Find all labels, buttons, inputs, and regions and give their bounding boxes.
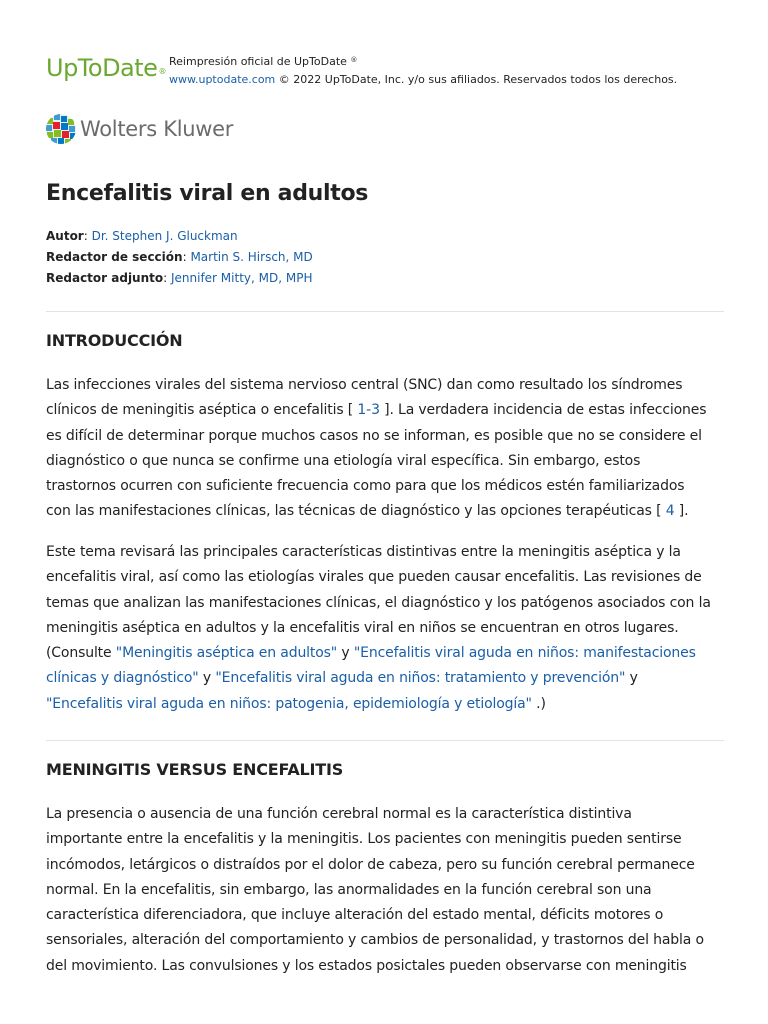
copyright-line xyxy=(169,72,677,88)
section-editor-link[interactable]: Martin S. Hirsch, MD xyxy=(190,250,313,264)
author-link[interactable]: Dr. Stephen J. Gluckman xyxy=(91,229,238,243)
wolters-kluwer-globe-icon xyxy=(45,113,77,145)
uptodate-logo: UpToDate® xyxy=(46,54,166,82)
deputy-editor-label: Redactor adjunto xyxy=(46,271,164,285)
meningitis-vs-encephalitis-paragraph: La presencia o ausencia de una función cerebral normal es la característica distintiva importante entre la encefalitis y la meningitis. Los pacientes con meningitis pueden sentirse incómodos, letárgicos o distraídos por el dolor de cabeza, pero su función cerebral permanece normal. En la encefalitis, sin embargo, las anormalidades en la función cerebral son una característica diferenciadora, que incluye alteración del estado mental, déficits motores o sensoriales, alteración del comportamiento y cambios de personalidad, y trastornos del habla o del movimiento. Las convulsiones y los estados posictales pueden observarse con meningitis xyxy=(46,806,704,974)
section-editor-label: Redactor de sección xyxy=(46,250,183,264)
deputy-editor-link[interactable]: Jennifer Mitty, MD, MPH xyxy=(170,271,313,285)
intro-heading: INTRODUCCIÓN xyxy=(46,331,183,350)
section-divider xyxy=(46,740,724,741)
reprint-notice: Reimpresión oficial de UpToDate ® xyxy=(169,55,358,68)
reprint-header xyxy=(46,52,726,92)
publisher-name: Wolters Kluwer xyxy=(80,117,234,141)
reference-link[interactable]: 1-3 xyxy=(357,402,380,419)
wolters-kluwer-logo xyxy=(45,112,233,146)
topic-link-encephalitis-children-pathogenesis[interactable]: "Encefalitis viral aguda en niños: patogenia, epidemiología y etiología" xyxy=(46,695,532,712)
reference-link[interactable]: 4 xyxy=(665,503,675,520)
copyright-text: © 2022 UpToDate, Inc. y/o sus afiliados. Reservados todos los derechos. xyxy=(275,73,678,86)
topic-link-encephalitis-children-treatment[interactable]: "Encefalitis viral aguda en niños: tratamiento y prevención" xyxy=(215,670,626,687)
section-divider xyxy=(46,311,724,312)
author-row: Autor: Dr. Stephen J. Gluckman xyxy=(46,229,238,243)
meningitis-vs-encephalitis-heading: MENINGITIS VERSUS ENCEFALITIS xyxy=(46,760,344,779)
intro-paragraph-1: Las infecciones virales del sistema nervioso central (SNC) dan como resultado los síndromes clínicos de meningitis aséptica o encefalitis [ 1-3 ]. La verdadera incidencia de estas infecciones es difícil de determinar porque muchos casos no se informan, es posible que no se considere el diagnóstico o que nunca se confirme una etiología viral específica. Sin embargo, estos trastornos ocurren con suficiente frecuencia como para que los médicos estén familiarizados con las manifestaciones clínicas, las técnicas de diagnóstico y las opciones terapéuticas [ 4 ]. xyxy=(46,377,707,520)
section-editor-row: Redactor de sección: Martin S. Hirsch, MD xyxy=(46,250,313,264)
author-label: Autor xyxy=(46,229,84,243)
topic-link-encephalitis-children-diagnosis[interactable]: "Encefalitis viral aguda en niños: manifestaciones xyxy=(353,645,696,662)
article-title: Encefalitis viral en adultos xyxy=(46,181,369,206)
uptodate-site-link[interactable]: www.uptodate.com xyxy=(169,73,276,86)
topic-link-encephalitis-children-diagnosis-cont[interactable]: clínicas y diagnóstico" xyxy=(46,670,199,687)
intro-paragraph-2: Este tema revisará las principales características distintivas entre la meningitis aséptica y la encefalitis viral, así como las etiologías virales que pueden causar encefalitis. Las revisiones de temas que analizan las manifestaciones clínicas, el diagnóstico y los patógenos asociados con la meningitis aséptica en adultos y la encefalitis viral en niños se encuentran en otros lugares. (Consulte "Meningitis aséptica en adultos" y "Encefalitis viral aguda en niños: manifestaciones clínicas y diagnóstico" y "Encefalitis viral aguda en niños: tratamiento y prevención" y "Encefalitis viral aguda en niños: patogenia, epidemiología y etiología" .) xyxy=(46,544,711,712)
author-list xyxy=(46,226,313,289)
topic-link-aseptic-meningitis[interactable]: "Meningitis aséptica en adultos" xyxy=(115,645,338,662)
deputy-editor-row: Redactor adjunto: Jennifer Mitty, MD, MPH xyxy=(46,271,313,285)
